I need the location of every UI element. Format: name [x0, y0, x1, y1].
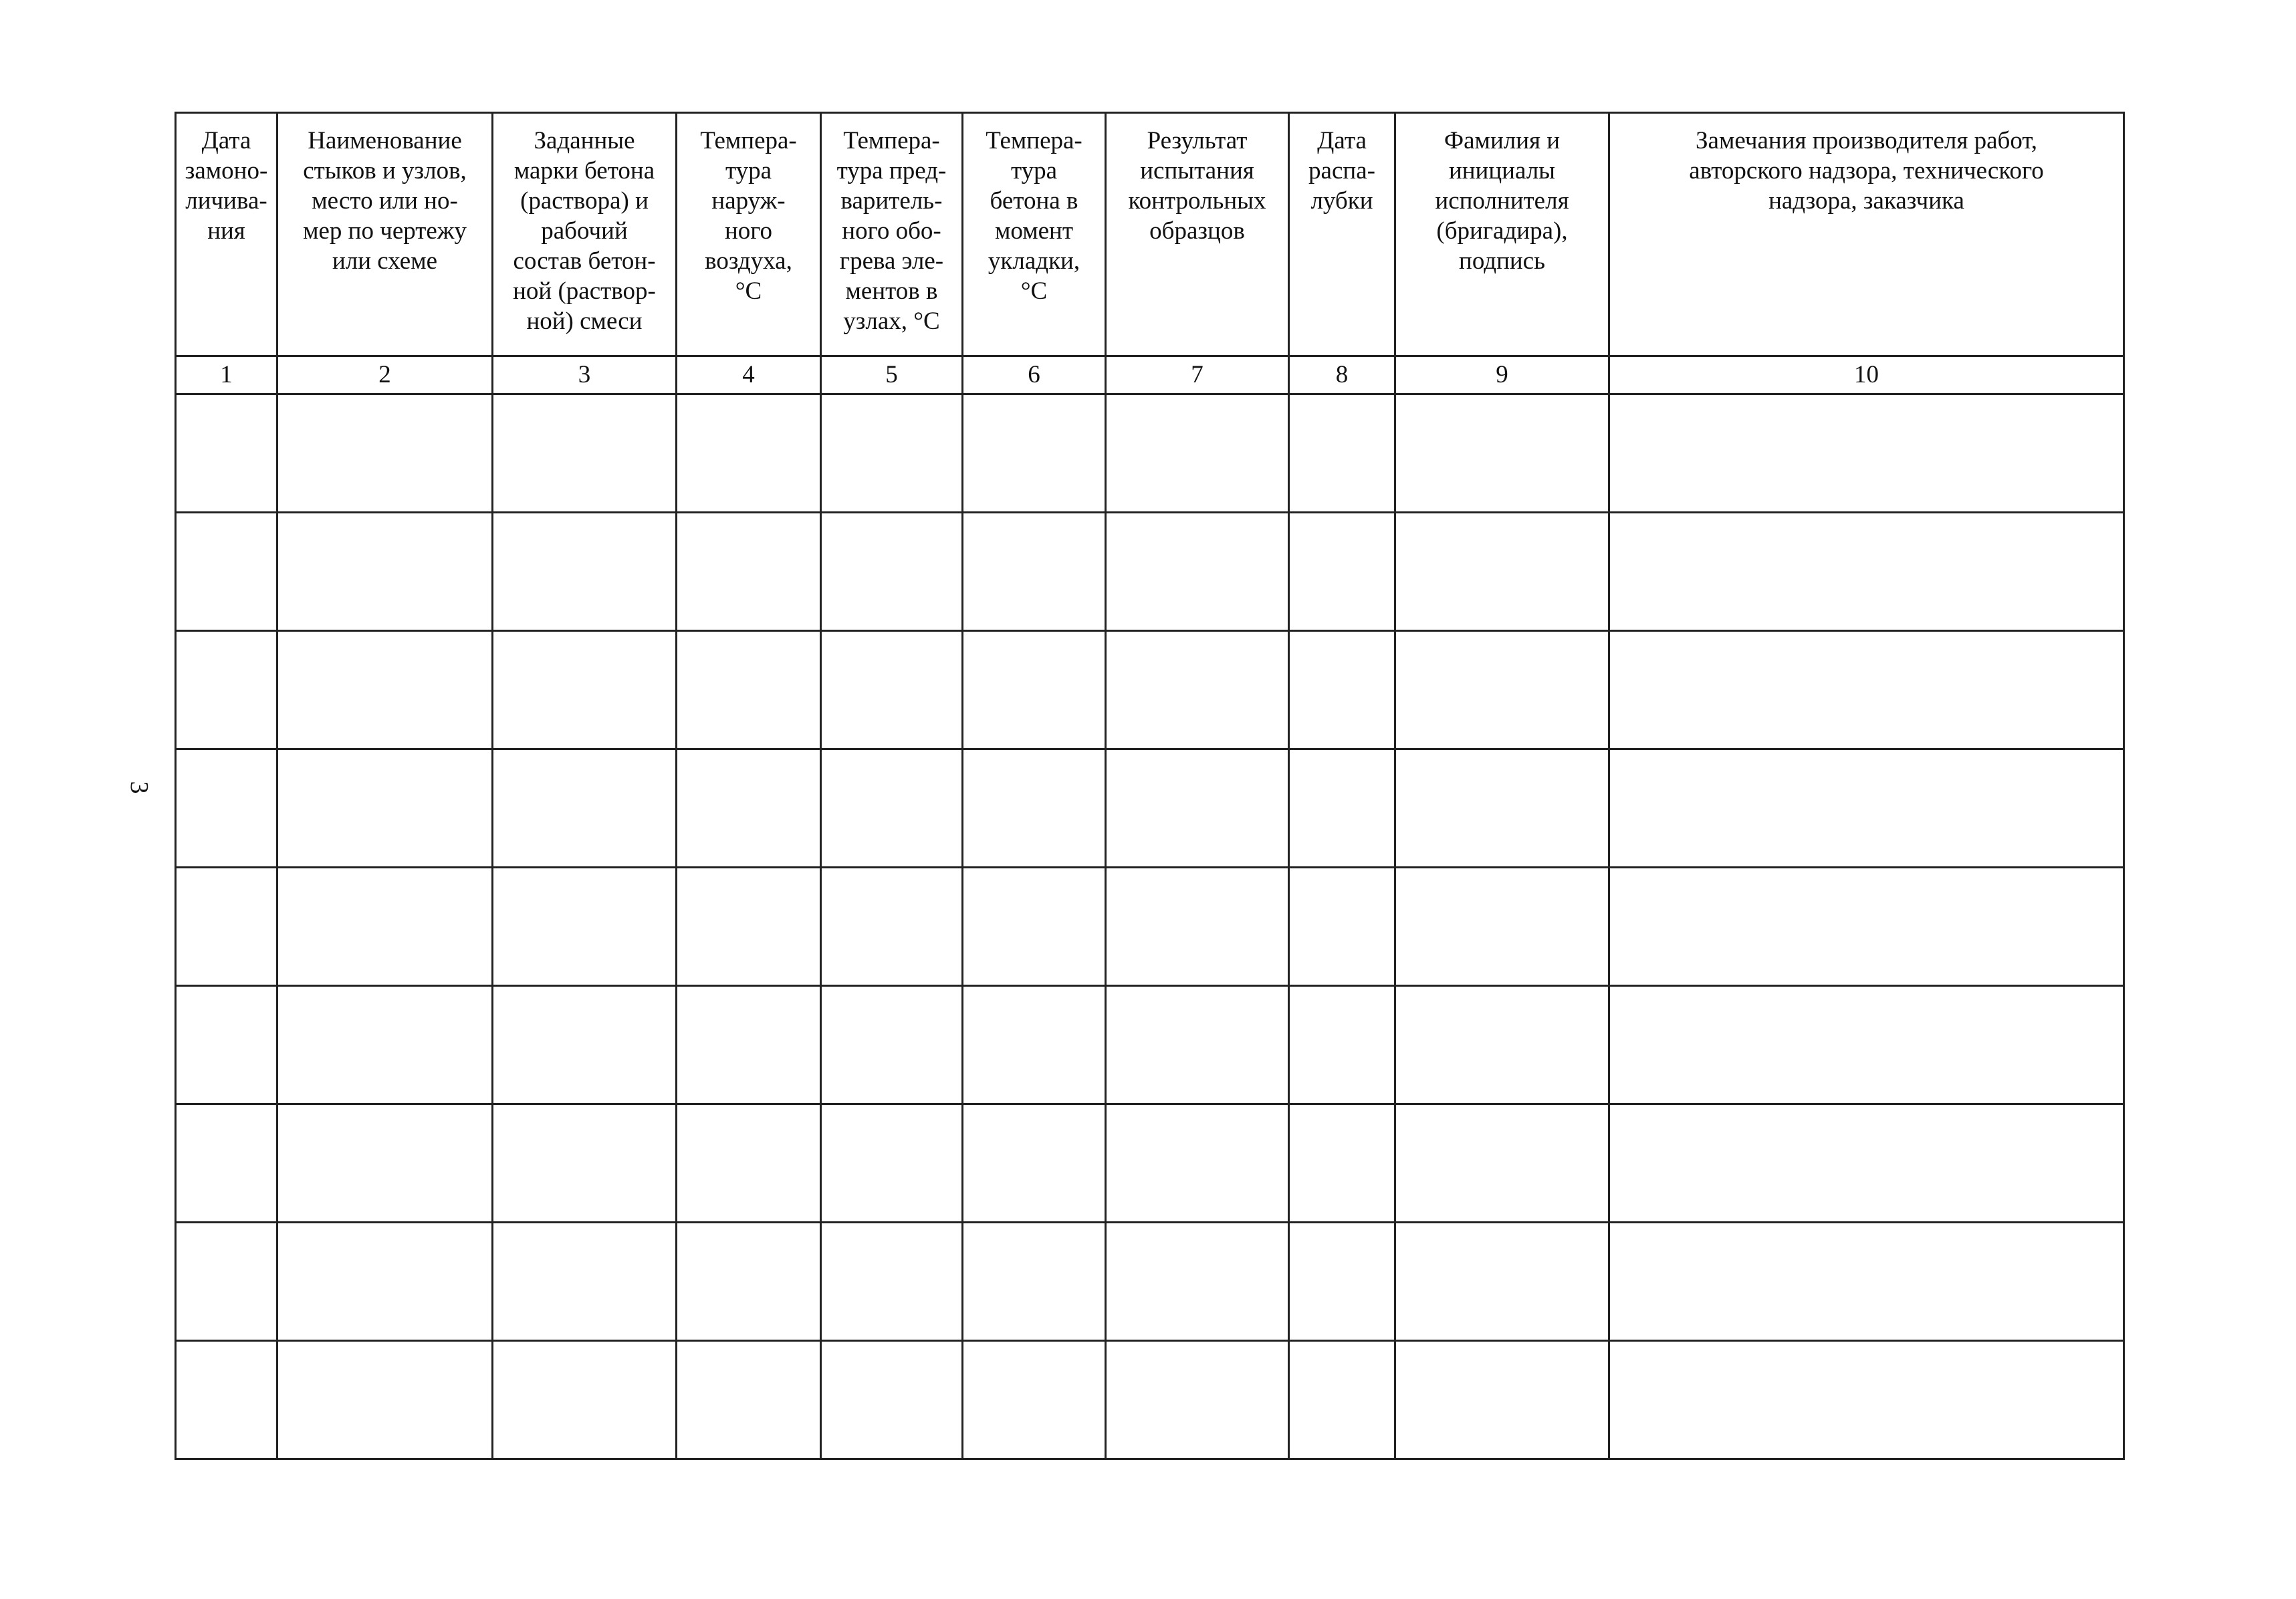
- table-row: [176, 1223, 2124, 1341]
- empty-cell: [963, 631, 1106, 749]
- empty-cell: [1106, 986, 1289, 1104]
- empty-cell: [1106, 631, 1289, 749]
- empty-cell: [277, 1341, 493, 1459]
- empty-cell: [821, 1341, 963, 1459]
- empty-cell: [1106, 868, 1289, 986]
- empty-cell: [963, 1104, 1106, 1223]
- empty-cell: [1395, 1341, 1609, 1459]
- column-header: Замечания производителя работ, авторского надзора, технического надзора, заказчика: [1609, 113, 2124, 356]
- empty-cell: [176, 1223, 277, 1341]
- empty-cell: [277, 631, 493, 749]
- empty-cell: [963, 1223, 1106, 1341]
- table-row: [176, 868, 2124, 986]
- table-row: [176, 749, 2124, 868]
- empty-cell: [963, 986, 1106, 1104]
- column-number: 7: [1106, 356, 1289, 394]
- empty-cell: [821, 394, 963, 513]
- empty-cell: [677, 1223, 821, 1341]
- empty-cell: [821, 868, 963, 986]
- empty-cell: [963, 513, 1106, 631]
- empty-cell: [493, 1104, 677, 1223]
- empty-cell: [677, 986, 821, 1104]
- column-header: Заданные марки бетона (раствора) и рабочий состав бетон- ной (раствор- ной) смеси: [493, 113, 677, 356]
- empty-cell: [1395, 394, 1609, 513]
- empty-cell: [176, 1341, 277, 1459]
- column-header: Наименование стыков и узлов, место или но- мер по чертежу или схеме: [277, 113, 493, 356]
- empty-cell: [677, 868, 821, 986]
- empty-cell: [1106, 1104, 1289, 1223]
- empty-cell: [493, 986, 677, 1104]
- table-row: [176, 631, 2124, 749]
- empty-cell: [1395, 749, 1609, 868]
- empty-cell: [821, 1223, 963, 1341]
- column-number: 3: [493, 356, 677, 394]
- empty-cell: [821, 749, 963, 868]
- empty-cell: [493, 394, 677, 513]
- table-row: [176, 1104, 2124, 1223]
- column-header: Результат испытания контрольных образцов: [1106, 113, 1289, 356]
- empty-cell: [1289, 1341, 1395, 1459]
- empty-cell: [963, 1341, 1106, 1459]
- empty-cell: [821, 513, 963, 631]
- empty-cell: [1609, 394, 2124, 513]
- empty-cell: [1395, 631, 1609, 749]
- empty-cell: [1106, 749, 1289, 868]
- empty-cell: [1106, 394, 1289, 513]
- empty-cell: [1106, 513, 1289, 631]
- empty-cell: [176, 513, 277, 631]
- empty-cell: [1289, 394, 1395, 513]
- empty-cell: [677, 513, 821, 631]
- empty-cell: [1395, 868, 1609, 986]
- empty-cell: [1395, 986, 1609, 1104]
- empty-cell: [1609, 513, 2124, 631]
- empty-cell: [1289, 749, 1395, 868]
- table-row: [176, 513, 2124, 631]
- empty-cell: [1609, 986, 2124, 1104]
- empty-cell: [1395, 1223, 1609, 1341]
- empty-cell: [493, 868, 677, 986]
- column-header: Темпера- тура бетона в момент укладки, °С: [963, 113, 1106, 356]
- empty-cell: [1289, 513, 1395, 631]
- entry-rows: [176, 394, 2124, 1459]
- empty-cell: [176, 631, 277, 749]
- empty-cell: [1106, 1341, 1289, 1459]
- empty-cell: [677, 1104, 821, 1223]
- empty-cell: [1609, 1104, 2124, 1223]
- empty-cell: [677, 631, 821, 749]
- empty-cell: [176, 749, 277, 868]
- empty-cell: [821, 631, 963, 749]
- table-row: [176, 1341, 2124, 1459]
- empty-cell: [1395, 513, 1609, 631]
- empty-cell: [493, 513, 677, 631]
- empty-cell: [1609, 868, 2124, 986]
- empty-cell: [1609, 1223, 2124, 1341]
- empty-cell: [677, 1341, 821, 1459]
- column-header: Темпера- тура наруж- ного воздуха, °С: [677, 113, 821, 356]
- empty-cell: [493, 1223, 677, 1341]
- column-number: 5: [821, 356, 963, 394]
- empty-cell: [677, 749, 821, 868]
- table-row: [176, 394, 2124, 513]
- empty-cell: [176, 394, 277, 513]
- empty-cell: [277, 986, 493, 1104]
- empty-cell: [1609, 1341, 2124, 1459]
- empty-cell: [1289, 868, 1395, 986]
- column-number: 6: [963, 356, 1106, 394]
- concrete-joint-log-table: [175, 112, 2125, 1460]
- column-number: 10: [1609, 356, 2124, 394]
- empty-cell: [176, 868, 277, 986]
- empty-cell: [176, 986, 277, 1104]
- column-number: 1: [176, 356, 277, 394]
- empty-cell: [493, 1341, 677, 1459]
- empty-cell: [821, 1104, 963, 1223]
- empty-cell: [1609, 749, 2124, 868]
- table-row: [176, 986, 2124, 1104]
- empty-cell: [277, 394, 493, 513]
- column-number: 9: [1395, 356, 1609, 394]
- empty-cell: [1289, 1104, 1395, 1223]
- column-number: 8: [1289, 356, 1395, 394]
- empty-cell: [176, 1104, 277, 1223]
- empty-cell: [277, 1104, 493, 1223]
- empty-cell: [1609, 631, 2124, 749]
- empty-cell: [277, 749, 493, 868]
- empty-cell: [277, 513, 493, 631]
- column-header: Дата распа- лубки: [1289, 113, 1395, 356]
- header-row: [176, 113, 2124, 356]
- column-number: 4: [677, 356, 821, 394]
- empty-cell: [677, 394, 821, 513]
- column-number: 2: [277, 356, 493, 394]
- empty-cell: [963, 394, 1106, 513]
- page-number: 3: [125, 781, 153, 794]
- empty-cell: [963, 749, 1106, 868]
- empty-cell: [963, 868, 1106, 986]
- empty-cell: [493, 631, 677, 749]
- empty-cell: [277, 1223, 493, 1341]
- column-header: Дата замоно- личива- ния: [176, 113, 277, 356]
- column-header: Темпера- тура пред- варитель- ного обо- грева эле- ментов в узлах, °С: [821, 113, 963, 356]
- empty-cell: [1106, 1223, 1289, 1341]
- empty-cell: [1289, 1223, 1395, 1341]
- empty-cell: [493, 749, 677, 868]
- empty-cell: [821, 986, 963, 1104]
- empty-cell: [1289, 631, 1395, 749]
- empty-cell: [277, 868, 493, 986]
- column-header: Фамилия и инициалы исполнителя (бригадира), подпись: [1395, 113, 1609, 356]
- empty-cell: [1289, 986, 1395, 1104]
- column-number-row: [176, 356, 2124, 394]
- empty-cell: [1395, 1104, 1609, 1223]
